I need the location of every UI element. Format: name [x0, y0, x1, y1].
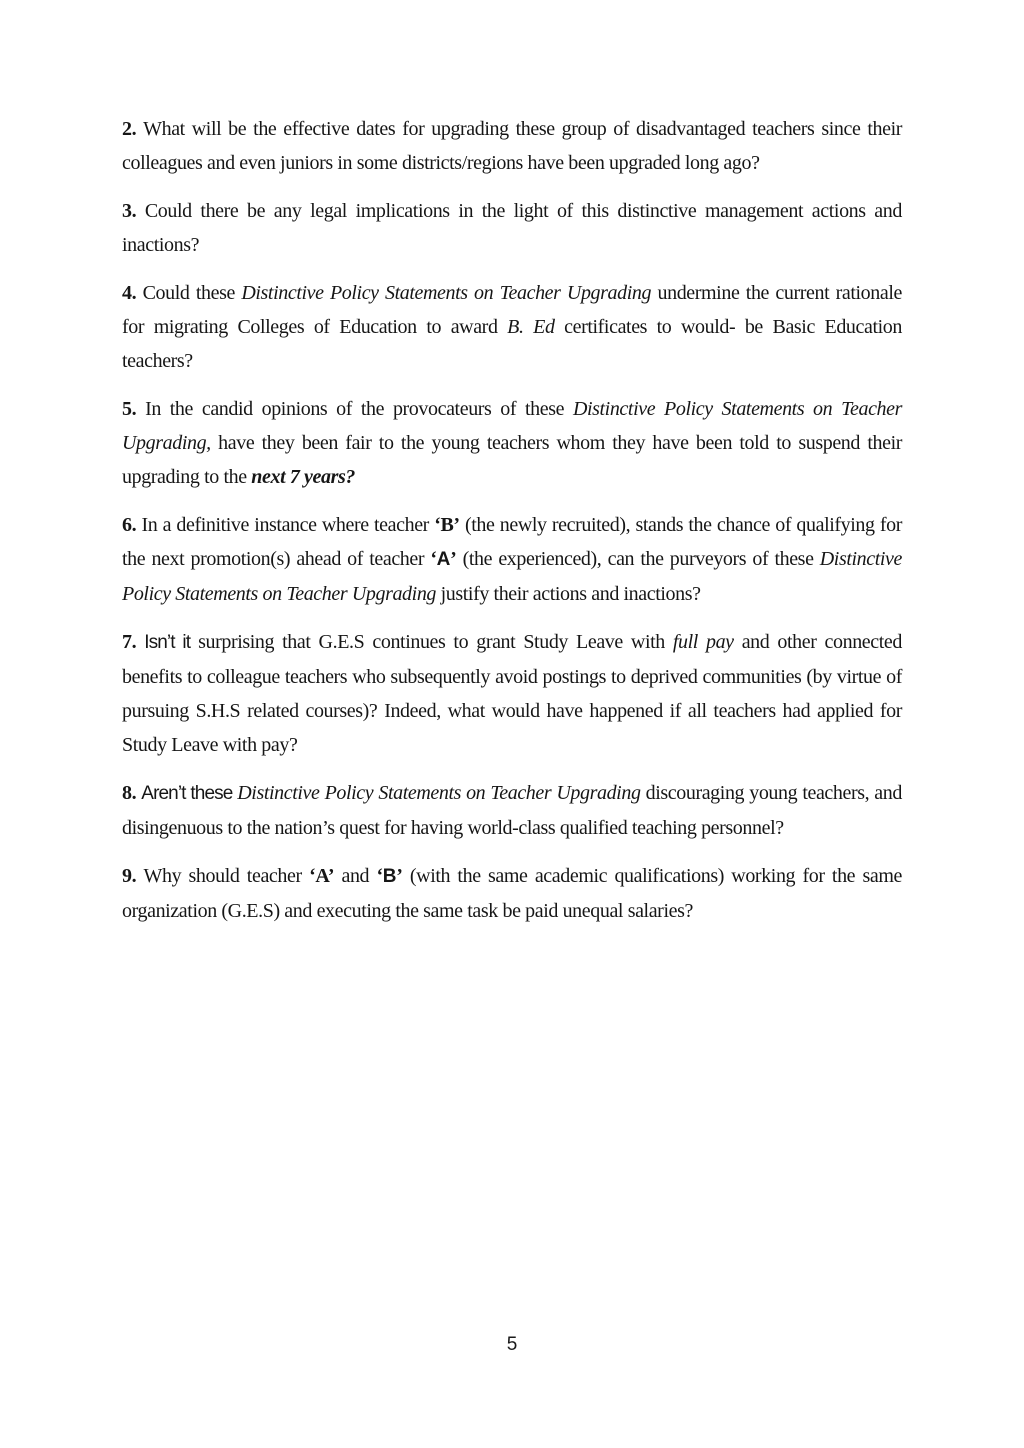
paragraph — [122, 776, 902, 845]
text-run: full pay — [672, 631, 734, 653]
text-run: have they been fair to the young teachers whom they have been told to suspend their upgrading to the — [122, 432, 902, 488]
text-run: ‘ — [376, 865, 383, 887]
text-run: 2. — [122, 118, 144, 140]
text-run: ‘B’ — [434, 514, 460, 536]
text-run: ‘A’ — [309, 865, 335, 887]
text-run: ’ — [450, 548, 457, 570]
text-run: 8. — [122, 782, 142, 804]
text-run: 9. — [122, 865, 144, 887]
text-run: and — [334, 865, 377, 887]
text-run: certificates to would- be Basic Education teachers? — [122, 316, 903, 372]
text-run: justify their actions and inactions? — [436, 583, 701, 605]
text-run: Could these — [142, 282, 242, 304]
paragraph — [122, 508, 902, 611]
text-run: Isn’t it — [144, 632, 191, 653]
text-run: Distinctive Policy Statements on Teacher Upgrading — [122, 548, 902, 605]
paragraph — [122, 859, 902, 928]
paragraph — [122, 276, 902, 378]
text-run: 6. — [122, 514, 142, 536]
text-run: (the newly recruited), stands the chance of qualifying for the next promotion(s) ahead of teacher — [122, 514, 903, 570]
paragraph — [122, 392, 902, 494]
page-number: 5 — [506, 1334, 518, 1355]
text-run: and other connected benefits to colleague teachers who subsequently avoid postings to deprived communities (by virtue of pursuing S.H.S related courses)? Indeed, what would have happened if all teachers had applied for Study Leave with pay? — [122, 631, 902, 756]
paragraph — [122, 194, 902, 262]
text-run: Why should teacher — [143, 865, 310, 887]
text-run: surprising that G.E.S continues to grant Study Leave with — [190, 631, 673, 653]
text-run: B. Ed — [507, 316, 555, 338]
text-run: 7. — [122, 631, 145, 653]
text-run: ’ — [396, 865, 403, 887]
text-run: ‘ — [430, 548, 437, 570]
text-run: next 7 years? — [251, 466, 355, 488]
text-run: Distinctive Policy Statements on Teacher Upgrading, — [122, 398, 903, 454]
text-run: B — [382, 866, 397, 887]
text-run: Aren’t these — [141, 783, 238, 804]
text-run: Could there be any legal implications in the light of this distinctive management actions and inactions? — [122, 200, 902, 256]
text-run: 4. — [122, 282, 143, 304]
text-run: 3. — [122, 200, 145, 222]
text-run: (the experienced), can the purveyors of these — [456, 548, 820, 570]
text-run: Distinctive Policy Statements on Teacher Upgrading — [241, 282, 652, 304]
text-run: Distinctive Policy Statements on Teacher Upgrading — [237, 782, 641, 804]
text-run: In the candid opinions of the provocateurs of these — [145, 398, 573, 420]
text-run: discouraging young teachers, and disingenuous to the nation’s quest for having world-class qualified teaching personnel? — [122, 782, 902, 839]
document-body — [122, 112, 902, 942]
paragraph — [122, 112, 902, 180]
paragraph — [122, 625, 902, 762]
text-run: 5. — [122, 398, 146, 420]
text-run: What will be the effective dates for upgrading these group of disadvantaged teachers since their colleagues and even juniors in some districts/regions have been upgraded long ago? — [122, 118, 902, 174]
text-run: In a definitive instance where teacher — [141, 514, 435, 536]
text-run: (with the same academic qualifications) working for the same organization (G.E.S) and executing the same task be paid unequal salaries? — [122, 865, 902, 922]
text-run: undermine the current rationale for migrating Colleges of Education to award — [122, 282, 902, 338]
text-run: A — [436, 549, 451, 570]
